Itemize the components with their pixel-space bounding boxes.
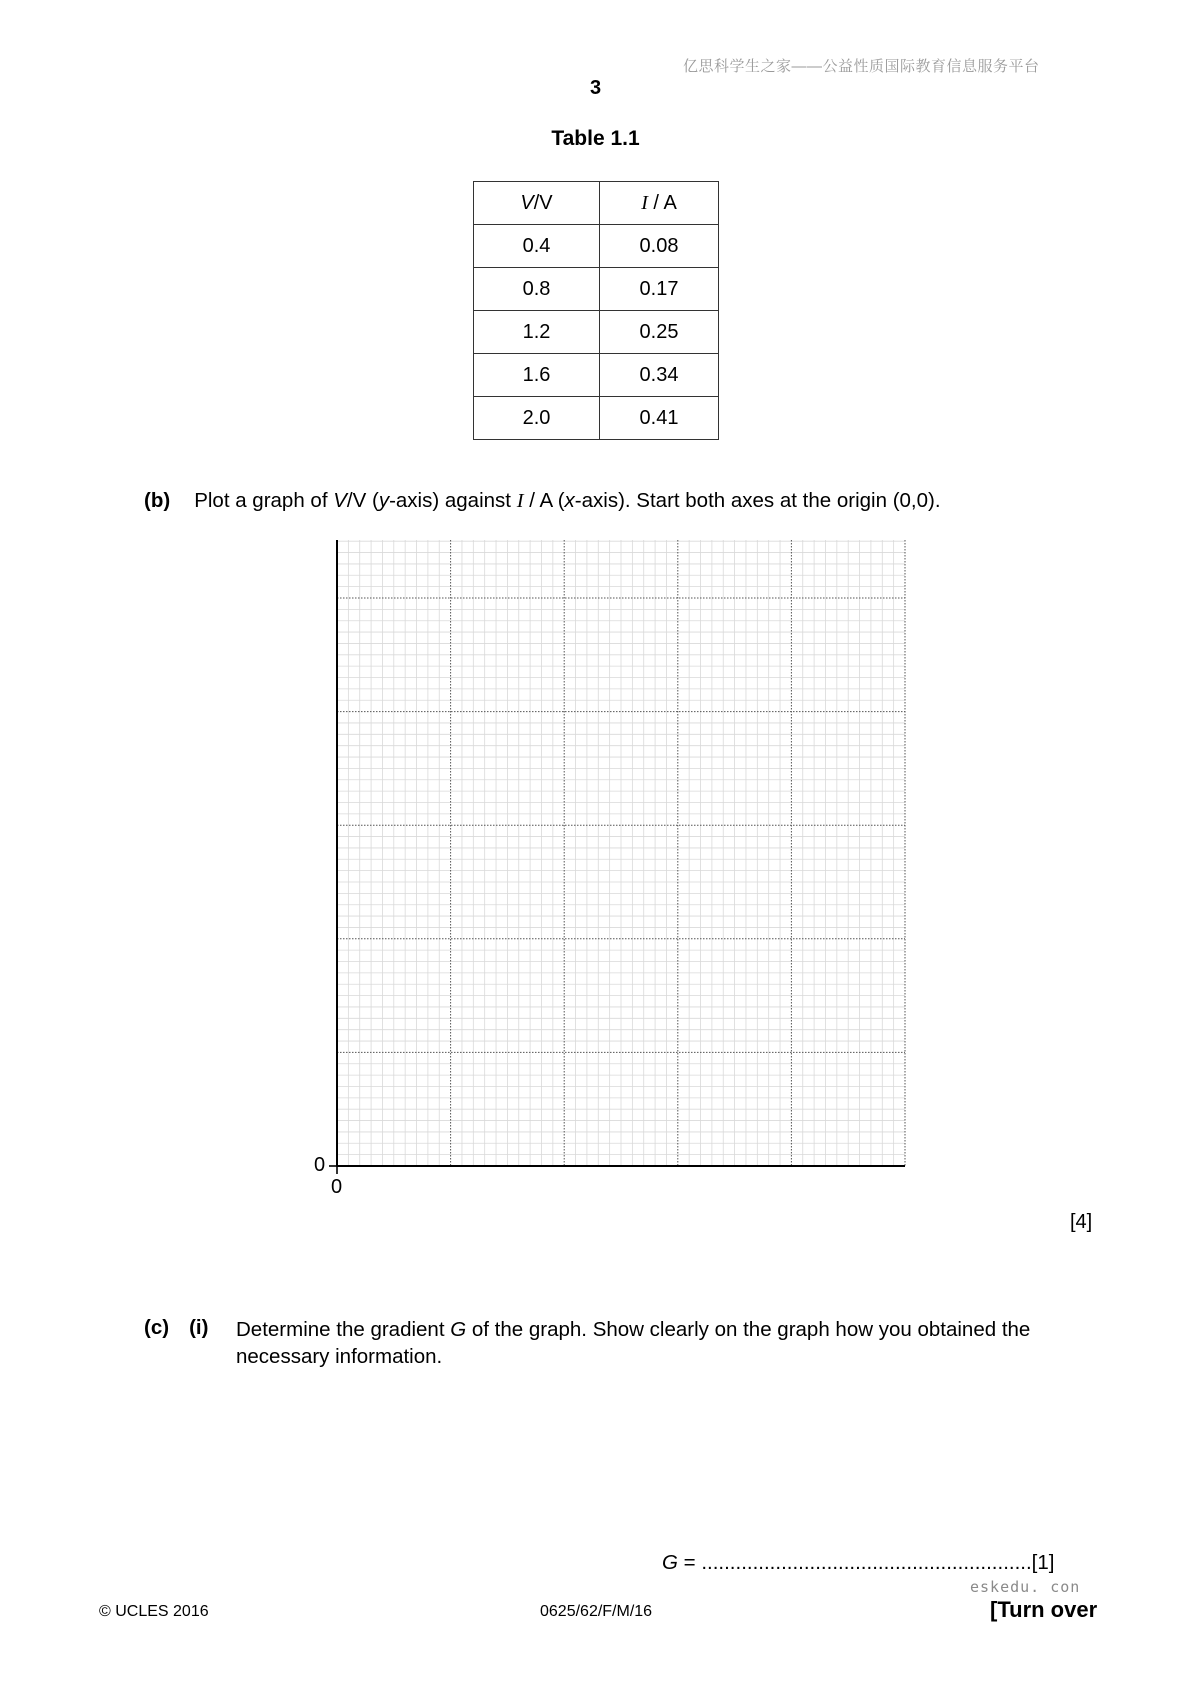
x-origin-label: 0 xyxy=(331,1176,343,1198)
page-number: 3 xyxy=(589,77,602,99)
question-c-labels xyxy=(144,1316,208,1340)
gradient-answer-line[interactable]: G = ..........................................................[1] xyxy=(662,1551,1055,1574)
turn-over: [Turn over xyxy=(990,1597,1098,1622)
question-b-label: (b) xyxy=(144,489,171,512)
current-cell: 0.17 xyxy=(600,268,719,311)
answer-dots[interactable]: .......................................................... xyxy=(701,1551,1032,1574)
voltage-cell: 0.4 xyxy=(474,225,600,268)
voltage-cell: 0.8 xyxy=(474,268,600,311)
voltage-cell: 1.6 xyxy=(474,354,600,397)
question-c-sub-label: (i) xyxy=(189,1316,209,1339)
y-origin-label: 0 xyxy=(314,1154,326,1176)
voltage-cell: 1.2 xyxy=(474,311,600,354)
question-b-marks: [4] xyxy=(1070,1211,1093,1233)
current-cell: 0.08 xyxy=(600,225,719,268)
header-current: I / A xyxy=(600,182,719,225)
current-cell: 0.25 xyxy=(600,311,719,354)
current-cell: 0.41 xyxy=(600,397,719,440)
current-cell: 0.34 xyxy=(600,354,719,397)
question-c-label: (c) xyxy=(144,1316,170,1339)
question-c-text: Determine the gradient G of the graph. Show clearly on the graph how you obtained the necessary information. xyxy=(236,1318,1031,1368)
header-watermark: 亿思科学生之家——公益性质国际教育信息服务平台 xyxy=(683,58,1040,75)
paper-code: 0625/62/F/M/16 xyxy=(540,1603,653,1620)
footer-watermark: eskedu. con xyxy=(970,1578,1081,1596)
header-voltage: V/V xyxy=(474,182,600,225)
voltage-cell: 2.0 xyxy=(474,397,600,440)
copyright: © UCLES 2016 xyxy=(99,1603,209,1620)
answer-marks: [1] xyxy=(1031,1551,1055,1574)
question-b: (b) Plot a graph of V/V (y-axis) against I / A (x-axis). Start both axes at the origin (0,0). xyxy=(144,489,941,512)
table-title: Table 1.1 xyxy=(551,127,640,150)
